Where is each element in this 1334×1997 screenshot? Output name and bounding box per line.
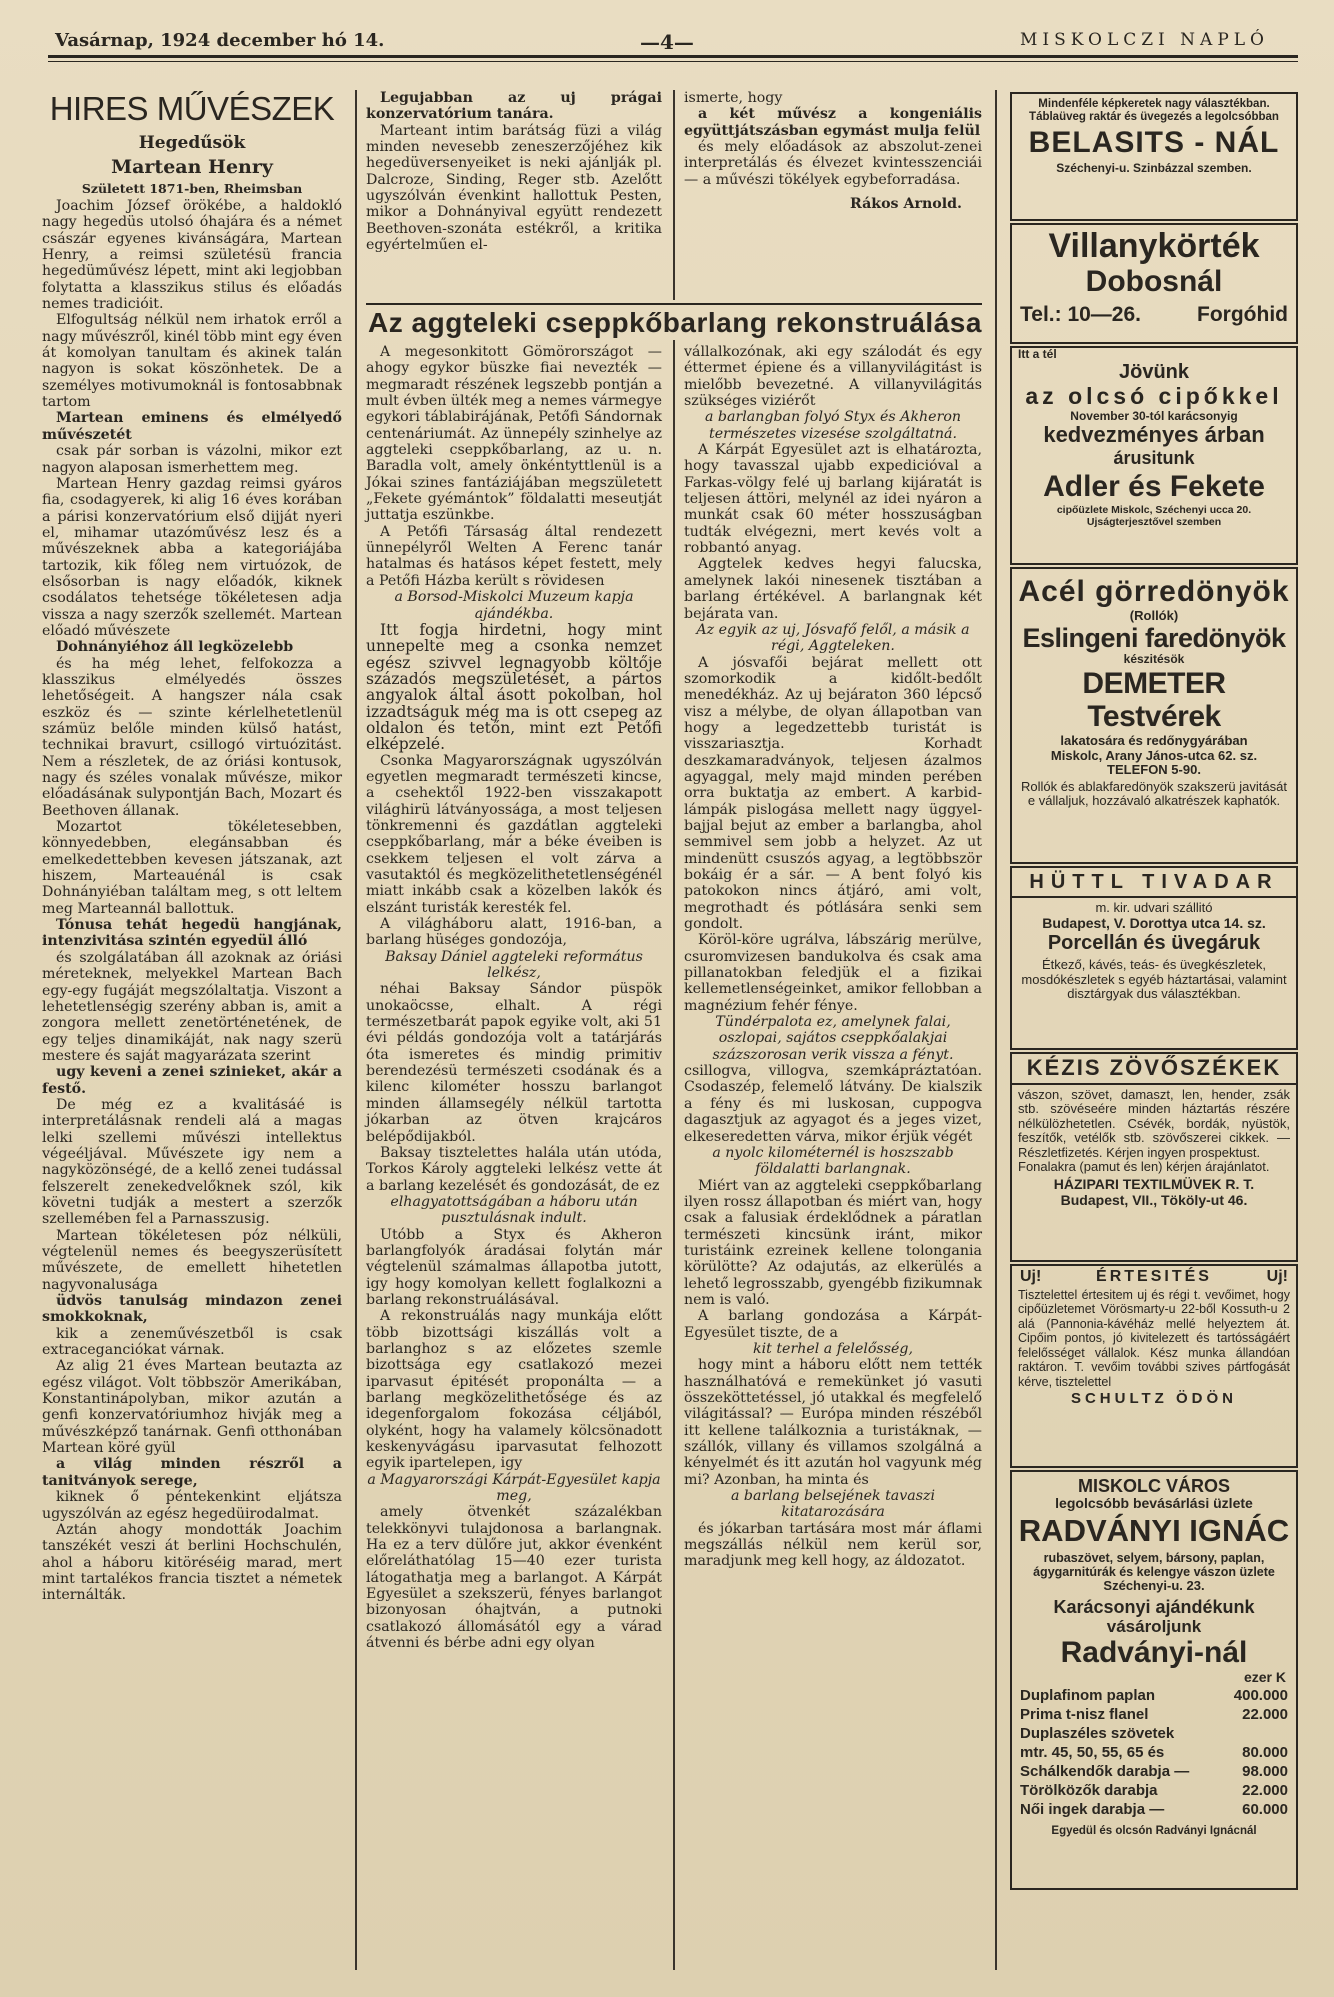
ad-tag: Uj!: [1266, 1268, 1288, 1285]
price-row: [1020, 1781, 1288, 1800]
paragraph: hogy mint a háboru előtt nem tették használhatóvá e remekünket jó vasuti összeköttetéssel, jó utakkal és megfelelő világitással? — Európa minden részéből itt kellene találkoznia a turistáknak, — szállók, villany és villamos szolgálná a kényelmét és itt azután hol vagyunk még mi? Azonban, ha minta és: [684, 1357, 982, 1488]
price-item-value: 22.000: [1242, 1705, 1288, 1723]
ad-text: November 30-tól karácsonyig: [1070, 408, 1238, 423]
ad-tag: Uj!: [1020, 1268, 1042, 1285]
ad-text: Egyedül és olcsón Radványi Ignácnál: [1051, 1824, 1257, 1837]
paragraph: és jókarban tartására most már áflami megszállás nélkül nem kerül sor, maradjunk meg kell hogy, az áldozatot.: [684, 1520, 982, 1570]
ad-headline: az olcsó cipőkkel: [1025, 382, 1283, 409]
paragraph: Aztán ahogy mondották Joachim tanszékét veszi át berlini Hochschulén, ahol a háboru kitöréséig marad, mert mint tartalékos francia tisztet a németek internálták.: [42, 1521, 342, 1604]
paragraph: Csonka Magyarországnak ugyszólván egyetlen megmaradt természeti kincse, a csehektől 1922-ben visszakapott világhirü látványossága, a most teljesen tönkremenni és gazdátlan aggteleki cseppkőbarlang, már a béke éveiben is csekkem teljesen el volt zárva a vasutaktól és megközelithetetlenségénél miatt inkább csak a közelben lakók és elszánt turisták keresték fel.: [366, 752, 662, 916]
ad-headline: Porcellán és üvegáruk: [1047, 931, 1261, 954]
price-item-name: Törölközők darabja: [1020, 1781, 1158, 1799]
ad-text: vászon, szövet, damaszt, len, hender, zsák stb. szövéseére minden háztartás részére nélkülözhetetlen. Csévék, bordák, nyüstök, feszítők, vetélők stb. szövőszerei cikkek. — Részletfizetés. Kérjen ingyen prospektust.: [1018, 1086, 1290, 1160]
price-row: [1020, 1705, 1288, 1724]
ad-text: Fonalakra (pamut és len) kérjen árajánlatot.: [1018, 1159, 1270, 1175]
paragraph: Miért van az aggteleki cseppkőbarlang ilyen rossz állapotban és miért van, hogy csak a falusiak érdeklődnek a páratlan természeti kincsünk iránt, mikor turistáink ezreinek kellene tolongania körülötte? Az odajutás, az elkerülés a lehető legrosszabb, gyengébb fizikumnak nem is való.: [684, 1177, 982, 1308]
paragraph: De még ez a kvalitásáé is interpretálásnak rendeli alá a magas lelki szellemi művészi intellektus végeéljával. Művészete igy nem a nagyközönségé, de a kellő zenei tudással felszerelt zenekedvelőknek szól, kik követni tudják a mestert a szerzők szellemében fel a Parnasszusig.: [42, 1096, 342, 1228]
paragraph: amely ötvenkét százalékban telekkönyvi tulajdonosa a barlangnak. Ha ez a terv dülőre jut, akkor évenként előreláthatólag 15—40 ezer turista látogathatja meg a barlangot. A Kárpát Egyesület a szekszerü, fényes barlangot bizonyosan óhajtván, a putnoki csatlakozó állomásától egy a várad átvenni és bérbe adni egy olyan: [366, 1504, 662, 1652]
ad-text: Étkező, kávés, teás- és üvegkészletek, mosdókészletek s egyéb háztartásai, valamint disztárgyak dus választékban.: [1021, 957, 1287, 1002]
italic-highlight: Tündérpalota ez, amelynek falai, oszlopai, sajátos cseppkőalakjai százszorosan verik vissza a fényt.: [712, 1014, 954, 1063]
section-rule: [366, 303, 982, 305]
subheading: a két művész a kongeniális együttjátszásban egymást mulja felül: [684, 106, 982, 139]
paragraph: Elfogultság nélkül nem irhatok erről a nagy művészről, kinél több mint egy éven át komolyan tanultam és akinek talán nagyon is sokat köszönhetek. De a személyes motivumoknál is fontosabbnak tartom: [42, 312, 342, 411]
column-divider: [995, 90, 997, 1970]
ad-schultz: [1010, 1264, 1298, 1468]
ad-text: m. kir. udvari szállitó: [1095, 900, 1213, 916]
ad-headline: Jövünk: [1118, 361, 1190, 384]
column-divider: [355, 90, 357, 1970]
paper-name: MISKOLCZI NAPLÓ: [1020, 30, 1269, 50]
subheading: üdvös tanulság mindazon zenei smokkoknak,: [42, 1293, 342, 1326]
issue-date: Vasárnap, 1924 december hó 14.: [55, 30, 385, 51]
paragraph: Joachim József örökébe, a haldokló nagy hegedüs utolsó óhajára és a német császár egyenes kivánságára, Martean Henry, a reimsi születésü francia hegedüművész lépett, mint aki legjobban folytatta a klasszikus stilus és előadás nemes tradicióit.: [42, 198, 342, 313]
ad-text: cipőüzlete Miskolc, Széchenyi ucca 20. Ujságterjesztővel szemben: [1056, 504, 1252, 529]
paragraph: A rekonstruálás nagy munkája előtt több bizottsági kiszállás volt a barlanghoz s az előzetes szemle bizottsága egy csatlakozó mezei iparvasut épitését proponálta — a barlang megközelithetősége és az idegenforgalom fokozása céljából, olyként, hogy ha valamely kölcsönadott keskenyvágásu iparvasutat felhozott egyik ipartelepen, igy: [366, 1308, 662, 1472]
price-row: [1020, 1800, 1288, 1819]
paragraph: és ha még lehet, felfokozza a klasszikus elmélyedés összes lehetőségeit. A hangszer nála csak eszköz és — szinte kérlelhetetlenül számüz belőle minden külső hatást, technikai bravurt, csillogó virtuózitást. Nem a részletek, de az óriási kontusok, nagy és széles vonalak művésze, mikor előadásának sulypontján Bach, Mozart és Beethoven állanak.: [42, 655, 342, 819]
price-row: [1020, 1724, 1288, 1743]
price-item-name: Prima t-nisz flanel: [1020, 1705, 1149, 1723]
ad-headline: kedvezményes árban: [1043, 422, 1265, 448]
paragraph: Marteant intim barátság füzi a világ minden nevesebb zeneszerzőjéhez kik hegedüversenyeiket is neki ajánlják pl. Dalcroze, Sinding, Reger stb. Azelőtt ugyszólván évenkint hallottuk Pesten, mikor a Dohnányival együtt rendezett Beethoven-szonáta estékről, a kritika egyértelműen el-: [366, 122, 662, 254]
paragraph: Az alig 21 éves Martean beutazta az egész világot. Volt többször Amerikában, Konstantinápolyban, mikor azután a genfi konzervatóriumhoz hivják meg a művészképző tanárnak. Genfi otthonában Martean köré gyül: [42, 1358, 342, 1457]
ad-belasits: [1010, 92, 1298, 221]
ad-text: árusitunk: [1113, 447, 1195, 468]
header-rule: [48, 55, 1298, 58]
price-item-name: Női ingek darabja —: [1020, 1800, 1165, 1818]
paragraph: Martean tökéletesen póz nélküli, végtelenül nemes és beegyszerüsített művészete, de emellett hihetetlen nagyvonalusága: [42, 1227, 342, 1293]
subheading: a világ minden részről a tanitványok serege,: [42, 1456, 342, 1489]
ad-headline: DEMETER Testvérek: [1082, 666, 1226, 734]
price-item-value: 98.000: [1242, 1762, 1288, 1780]
paragraph: Köröl-köre ugrálva, lábszárig merülve, csuromvizesen bandukolva és csak ama pillanatokban feledjük el a fizikai kellemetlenségeinket, amikor fellobban a magnézium fehér fénye.: [684, 932, 982, 1014]
paragraph: vállalkozónak, aki egy szálodát és egy éttermet épiene és a villanyvilágitást is mielőbb bevezetné. A villanyvilágitás szükséges viziérőt: [684, 344, 982, 410]
ad-text: MISKOLC VÁROS: [1077, 1476, 1230, 1496]
ad-location: Forgóhid: [1197, 302, 1288, 326]
ad-dobos: [1010, 223, 1298, 344]
paragraph: A barlang gondozása a Kárpát-Egyesület tiszte, de a: [684, 1308, 982, 1341]
ad-text: lakatosára és redőnygyárában: [1060, 733, 1248, 748]
ad-headline: Dobosnál: [1085, 265, 1223, 299]
column-divider: [673, 90, 675, 300]
italic-highlight: kit terhel a felelősség,: [753, 1340, 913, 1357]
ad-phone: TELEFON 5-90.: [1107, 762, 1201, 778]
paragraph: Baksay tisztelettes halála után utóda, Torkos Károly aggteleki lelkész vette át a barlang kezelését és gondozását, de ez: [366, 1144, 662, 1194]
price-row: [1020, 1686, 1288, 1705]
paragraph: kik a zeneművészetből is csak extraceganciókat várnak.: [42, 1325, 342, 1359]
italic-highlight: Baksay Dániel aggteleki református lelkész,: [385, 948, 643, 982]
subheading: Legujabban az uj prágai konzervatórium tanára.: [366, 90, 662, 123]
ad-adler-fekete: [1010, 346, 1298, 565]
price-item-value: 80.000: [1242, 1743, 1288, 1761]
price-row: [1020, 1762, 1288, 1781]
ad-headline: Villanykörték: [1048, 227, 1260, 265]
ad-phone: Tel.: 10—26.: [1020, 302, 1141, 326]
paragraph: A Kárpát Egyesület azt is elhatározta, hogy tavasszal ujabb expedicióval a Farkas-völgy felé uj barlang kijáratát is teljesen áttöri, melynél az idei nyáron a munkát csak 60 méter hosszuságban tudták elvégezni, mert kevés volt a robbantó anyag.: [684, 442, 982, 557]
article-aggtelek-part1: [366, 344, 662, 1652]
article-aggtelek-part2: [684, 344, 982, 1570]
subheading: Martean eminens és elmélyedő művészetét: [42, 410, 342, 443]
ad-headline: ÉRTESITÉS: [1096, 1268, 1212, 1285]
article-byline: Született 1871-ben, Rheimsban: [81, 181, 303, 196]
ad-headline: RADVÁNYI IGNÁC: [1018, 1512, 1290, 1548]
paragraph: kiknek ő péntekenkint eljátsza ugyszólván az egész hegedüirodalmat.: [42, 1489, 342, 1522]
article-title: HIRES MŰVÉSZEK: [49, 90, 335, 127]
ad-text: legolcsóbb bevásárlási üzlete: [1055, 1495, 1253, 1512]
ad-text: Mindenféle képkeretek nagy választékban. Táblaüveg raktár és üvegezés a legolcsóbban: [1029, 98, 1279, 124]
italic-highlight: a Borsod-Miskolci Muzeum kapja ajándékba.: [394, 589, 634, 622]
paragraph: A világháboru alatt, 1916-ban, a barlang hüséges gondozója,: [366, 916, 662, 949]
ad-address: Széchenyi-u. 23.: [1103, 1577, 1205, 1593]
paragraph: csak pár sorban is vázolni, mikor ezt nagyon alaposan ismerhettem meg.: [42, 443, 342, 476]
ad-kezis-szovoszekek: [1010, 1052, 1298, 1262]
price-row: [1020, 1743, 1288, 1762]
ad-text: Itt a tél: [1018, 347, 1057, 361]
price-item-name: Duplaszéles szövetek: [1020, 1724, 1175, 1742]
ad-headline: HÜTTL TIVADAR: [1012, 868, 1296, 898]
ad-unit: ezer K: [1243, 1668, 1286, 1685]
article-signature: Rákos Arnold.: [849, 196, 962, 213]
ad-text: készitésök: [1123, 652, 1185, 667]
article-continuation: [366, 90, 662, 253]
ad-headline: Radványi-nál: [1060, 1636, 1248, 1670]
ad-radvanyi: [1010, 1470, 1298, 1890]
paragraph: A jósvafői bejárat mellett ott szomorkodik a kidőlt-bedőlt menedékház. Az uj bejáraton 360 lépcső visz a mélybe, de olyan állapotban van hogy a legedzettebb turistát is visszariasztja. Korhadt deszkamaradványok, teljesen ázalmos agyaggal, mely majd minden perében orra buktatja az embert. A karbid-lámpák pislogása mellett nagy üggyel-bajjal bejut az ember a barlangba, ahol semmivel sem jobb a helyzet. Az ut mindenütt csuszós agyag, a legtöbbször bokáig ér a sár. — A bent folyó kis patokokon nincs átjáró, ami volt, megrothadt és pótlására senki sem gondolt.: [684, 654, 982, 933]
italic-highlight: a Magyarországi Kárpát-Egyesület kapja meg,: [367, 1471, 661, 1505]
italic-highlight: elhagyatottságában a háboru után pusztulásnak indult.: [390, 1193, 638, 1227]
ad-text: Rollók és ablakfaredönyök szakszerü javitását e vállaljuk, hozzávaló alkatrészek kaphatók.: [1021, 778, 1287, 809]
subheading: Tónusa tehát hegedü hangjának, intenzivitása szintén egyedül álló: [42, 917, 342, 950]
ad-demeter: [1010, 567, 1298, 864]
paragraph: Itt fogja hirdetni, hogy mint unnepelte meg a csonka nemzet egész szivvel legnagyobb költője századós megszületését, a pártos angyalok által ásott pokolban, hol izzadtságuk még ma is ott csepeg az oldalon és tetőn, mint ezt Petőfi elképzelé.: [366, 620, 662, 754]
ad-company: HÁZIPARI TEXTILMÜVEK R. T.: [1053, 1175, 1255, 1192]
paragraph: néhai Baksay Sándor püspök unokaöcsse, elhalt. A régi természetbarát papok egyike volt, aki 51 évi példás gondozója volt a tatárjárás óta ismeretes és mindig primitiv berendezésü természeti csodának és a kilenc kilométer hosszu barlangot minden államsegély nélkül tartotta jókarban az ötven krajcáros belépődijakból.: [366, 981, 662, 1145]
paragraph: A Petőfi Társaság által rendezett ünnepélyről Welten A Ferenc tanár hatalmas és hatásos képet festett, mely a Petőfi Házba került s rövidesen: [366, 523, 662, 589]
article-continuation: [684, 90, 982, 212]
article-title: Az aggteleki cseppkőbarlang rekonstruálása: [368, 307, 982, 338]
italic-highlight: a nyolc kilométernél is hoszszabb földalatti barlangnak.: [712, 1144, 954, 1178]
italic-highlight: Az egyik az uj, Jósvafő felől, a másik a régi, Aggteleken.: [696, 621, 970, 655]
price-item-value: 22.000: [1242, 1781, 1288, 1799]
header-rule-thin: [48, 61, 1298, 62]
ad-text: Tisztelettel értesitem uj és régi t. vevőimet, hogy cipőüzletemet Vörösmarty-u 22-ből Kossuth-u 2 alá (Pannonia-kávéház mellé helyeztem át. Cipőim pontos, jó kivitelezett és tartósságáért felelősséget vállalok. Kész munka állandóan raktáron. T. vevőim további szives pártfogását kérve, tisztelettel: [1018, 1287, 1290, 1389]
ad-headline: BELASITS - NÁL: [1028, 126, 1280, 160]
ad-text: (Rollók): [1129, 607, 1179, 623]
paragraph: Aggtelek kedves hegyi falucska, amelynek lakói ninesenek tisztában a barlang értékével. A barlangnak két bejárata van.: [684, 556, 982, 622]
page-number: —4—: [640, 30, 694, 54]
price-item-name: Schálkendők darabja —: [1020, 1762, 1190, 1780]
paragraph: Martean Henry gazdag reimsi gyáros fia, csodagyerek, ki alig 16 éves korában a párisi konzervatórium első dijját nyeri el, mihamar utazóművész lesz és a művészeknek abba a kategoriájába tartozik, kik főleg nem virtuózok, de elsősorban is nagy előadók, kiknek csodálatos tehetsége tökéletesen adja vissza a nagy szerzők szellemét. Martean előadó művészete: [42, 475, 342, 639]
price-item-name: mtr. 45, 50, 55, 65 és: [1020, 1743, 1165, 1761]
paragraph: csillogva, villogva, szemkápráztatóan. Csodaszép, felemelő látvány. De kialszik a fény és mi luskosan, cuppogva dagasztjuk az agyagot és a jeges vizet, elkeseredetten várva, mikor érjük végét: [684, 1063, 982, 1145]
paragraph: Mozartot tökéletesebben, könnyedebben, elegánsabban és emelkedettebben kevesen játszanak, azt hiszem, Marteauénál is csak Dohnányiéban találtam meg, s ott leltem meg Marteannál ballottuk.: [42, 819, 342, 917]
paragraph: Utóbb a Styx és Akheron barlangfolyók áradásai folytán már végtelenül számalmas állapotba jutott, igy hogy komolyan kellett foglalkozni a barlang rekonstruálásával.: [366, 1226, 662, 1308]
paragraph: és mely előadások az abszolut-zenei interpretálás és élvezet kvintesszenciái — a művészi tökélyek egybeforradása.: [684, 139, 982, 188]
price-item-value: 400.000: [1233, 1686, 1288, 1704]
ad-address: Miskolc, Arany János-utca 62. sz.: [1050, 747, 1258, 763]
italic-highlight: a barlangban folyó Styx és Akheron természetes vizesése szolgáltatná.: [704, 409, 962, 442]
subheading: ugy keveni a zenei szinieket, akár a festő.: [42, 1064, 342, 1097]
ad-headline: Adler és Fekete: [1043, 469, 1265, 503]
paragraph: ismerte, hogy: [684, 90, 783, 106]
article-subtitle: Hegedűsök: [138, 133, 246, 153]
ad-text: vásároljunk: [1106, 1617, 1202, 1637]
ad-signature: SCHULTZ ÖDÖN: [1070, 1390, 1238, 1408]
ad-address: Budapest, V. Dorottya utca 14. sz.: [1042, 914, 1266, 931]
column-divider: [673, 340, 675, 1970]
ad-huttl: [1010, 866, 1298, 1050]
ad-address: Budapest, VII., Tököly-ut 46.: [1060, 1191, 1248, 1208]
subheading: Dohnányiéhoz áll legközelebb: [56, 639, 294, 656]
article-subtitle: Martean Henry: [111, 156, 273, 178]
paragraph: A megesonkitott Gömörországot — ahogy egykor büszke fiai nevezték — megmaradt részének legszebb pontján a mult évben ülték meg a nemes vármegye egykori táblabirájának, Petőfi Sándornak centenáriumát. Az ünnepély szinhelye az aggteleki cseppkőbarlang, az u. n. Baradla volt, amely önkéntyttlenül is a Jókai szines fantáziájában megszületett „Fekete gyémántok” földalatti meseutját juttatja eszünkbe.: [366, 344, 662, 524]
ad-text: Széchenyi-u. Szinbázzal szemben.: [1056, 161, 1252, 176]
paragraph: és szolgálatában áll azoknak az óriási méreteknek, melyekkel Martean Bach egy-egy fugáját megszólaltatja. Viszont a lehetetlenségig szerény abban is, amit a zongora mellett zenetörténetének, de egy teljes dinamikáját, nak nagy szerü mestere és saját magyarázata szerint: [42, 949, 342, 1064]
price-item-name: Duplafinom paplan: [1020, 1686, 1155, 1704]
price-item-value: 60.000: [1242, 1800, 1288, 1818]
article-famous-artists: [42, 90, 342, 1604]
ad-headline: Eslingeni faredönyök: [1022, 623, 1286, 654]
italic-highlight: a barlang belsejének tavaszi kitatarozására: [730, 1488, 936, 1521]
ad-headline: Acél görredönyök: [1018, 575, 1290, 608]
ad-text: rubaszövet, selyem, bársony, paplan, ágygarnitúrák és kelengye vászon üzlete: [1033, 1550, 1275, 1579]
ad-headline: KÉZIS ZÖVŐSZÉKEK: [1012, 1054, 1296, 1085]
ad-text: Karácsonyi ajándékunk: [1053, 1597, 1255, 1618]
